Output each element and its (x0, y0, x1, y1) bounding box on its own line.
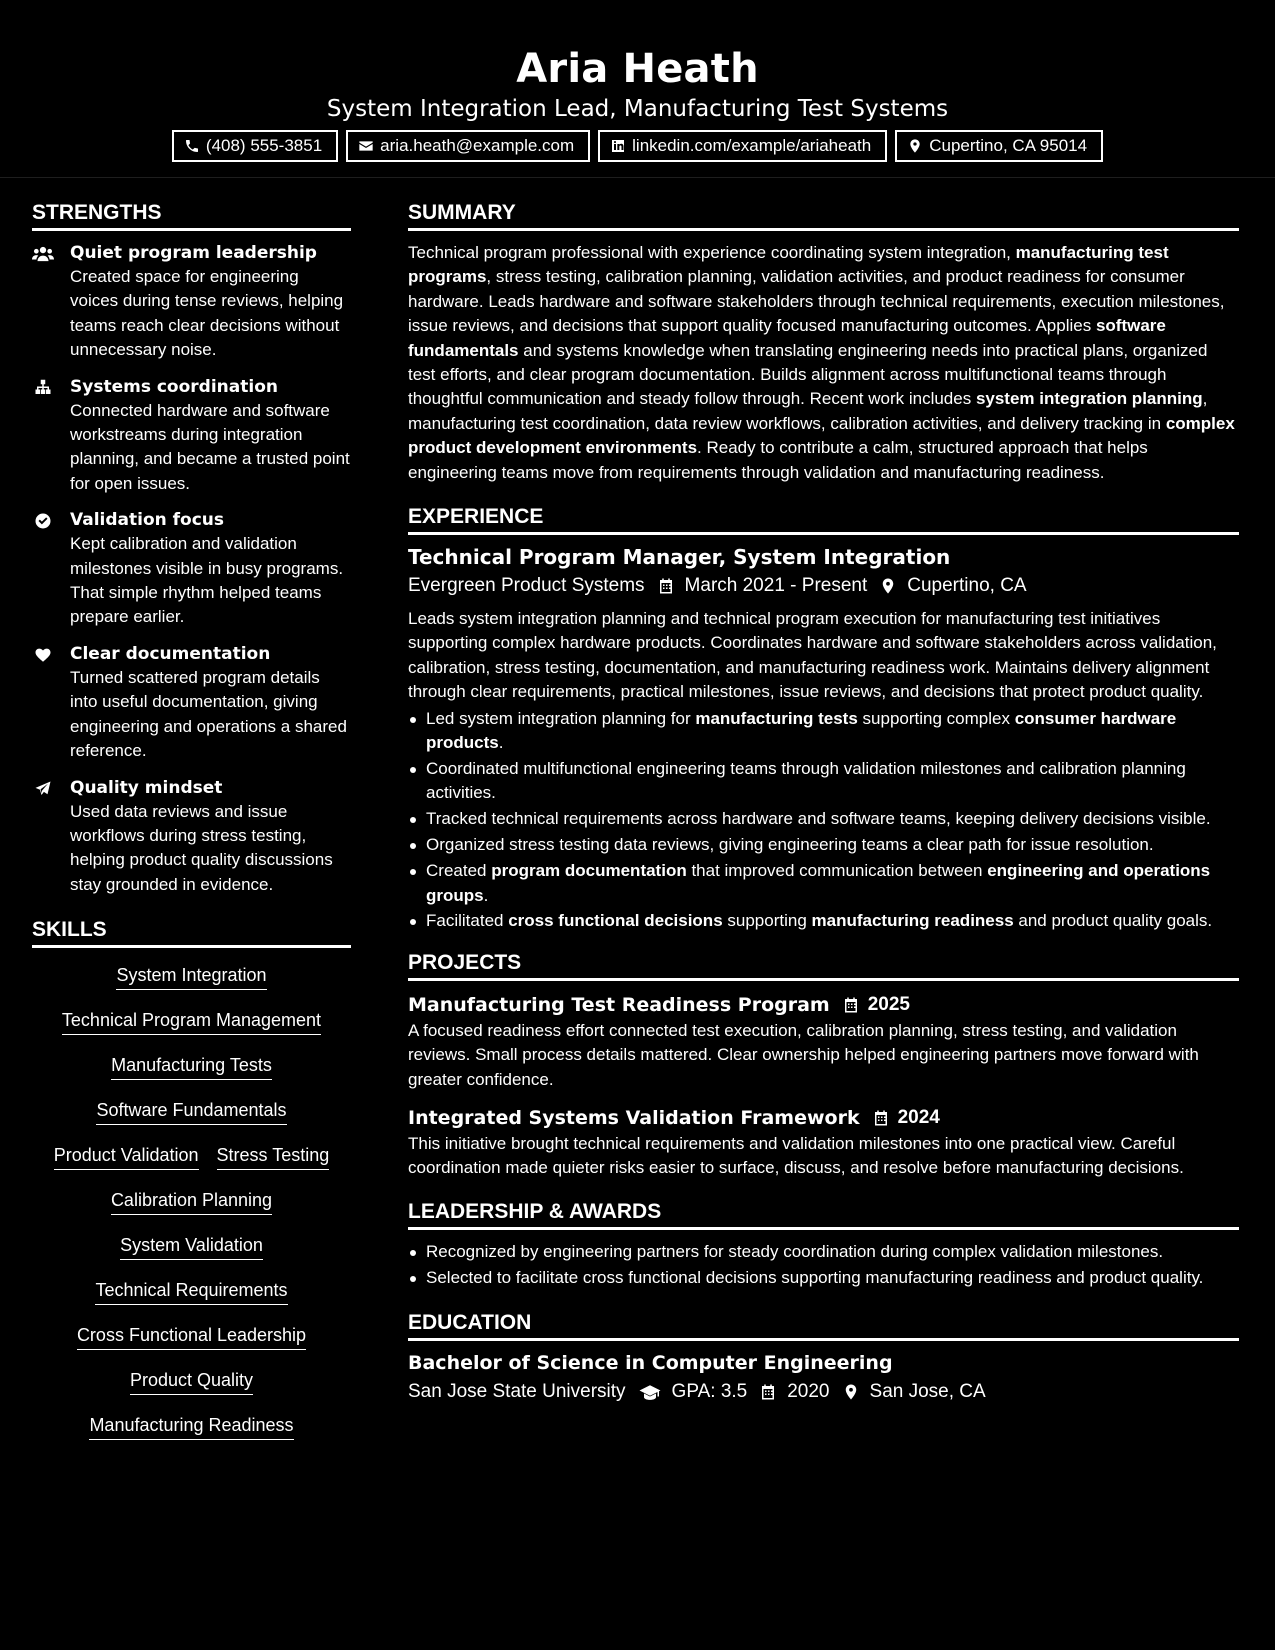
paper-plane-icon (32, 780, 54, 798)
project-item (408, 1104, 1239, 1181)
left-column (32, 198, 351, 1457)
strength-item (32, 642, 351, 764)
calendar-icon (842, 996, 860, 1014)
phone-icon (184, 138, 200, 154)
skill-tag: Cross Functional Leadership (77, 1322, 306, 1350)
strength-title: Quality mindset (70, 777, 223, 798)
graduation-cap-icon (638, 1383, 662, 1401)
strength-item (32, 508, 351, 630)
list-item: Selected to facilitate cross functional decisions supporting manufacturing readiness and product quality. (408, 1266, 1239, 1290)
summary-section (408, 198, 1239, 485)
experience-heading: EXPERIENCE (408, 502, 1239, 535)
skill-tag: Manufacturing Readiness (89, 1412, 293, 1440)
job-location: Cupertino, CA (907, 575, 1027, 597)
list-item: Led system integration planning for manufacturing tests supporting complex consumer hardware products. (408, 707, 1239, 756)
strength-description: Turned scattered program details into useful documentation, giving engineering and operations a shared reference. (70, 667, 347, 761)
project-title-row (408, 991, 1239, 1019)
leadership-bullets (408, 1240, 1239, 1290)
skills-section (32, 915, 351, 1457)
contact-email[interactable] (346, 130, 590, 162)
sitemap-icon (32, 379, 54, 397)
project-title-row (408, 1104, 1239, 1132)
graduation-year: 2020 (787, 1381, 830, 1403)
list-item: Organized stress testing data reviews, giving engineering teams a clear path for issue resolution. (408, 833, 1239, 857)
map-pin-icon (907, 138, 923, 154)
project-item (408, 991, 1239, 1092)
contact-bar (0, 130, 1275, 162)
project-description: This initiative brought technical requirements and validation milestones into one practical view. Careful coordination made quieter risks easier to surface, discuss, and resolve before manufacturing decisions. (408, 1134, 1184, 1178)
skill-tag: Stress Testing (217, 1142, 330, 1170)
strength-item (32, 375, 351, 497)
education-location: San Jose, CA (869, 1381, 986, 1403)
strength-description: Created space for engineering voices during tense reviews, helping teams reach clear decisions without unnecessary noise. (70, 267, 344, 360)
degree-title: Bachelor of Science in Computer Engineering (408, 1352, 893, 1375)
contact-location-text: Cupertino, CA 95014 (929, 136, 1088, 155)
leadership-section (408, 1197, 1239, 1290)
project-name: Integrated Systems Validation Framework (408, 1107, 860, 1130)
job-meta (408, 571, 1239, 601)
calendar-icon (872, 1109, 890, 1127)
strength-description: Used data reviews and issue workflows during stress testing, helping product quality discussions stay grounded in evidence. (70, 801, 333, 894)
linkedin-icon (610, 138, 626, 154)
job-dates: March 2021 - Present (684, 575, 868, 597)
skill-tag: Technical Requirements (95, 1277, 287, 1305)
right-column (408, 198, 1239, 1413)
candidate-name: Aria Heath (516, 46, 759, 92)
skill-tag: Product Quality (130, 1367, 253, 1395)
summary-heading: SUMMARY (408, 198, 1239, 231)
project-name: Manufacturing Test Readiness Program (408, 993, 830, 1016)
skill-tag: Software Fundamentals (96, 1097, 286, 1125)
project-year: 2025 (867, 993, 911, 1015)
project-year: 2024 (897, 1107, 940, 1129)
list-item: Recognized by engineering partners for steady coordination during complex validation milestones. (408, 1240, 1239, 1264)
gpa: GPA: 3.5 (671, 1381, 748, 1403)
strength-title: Quiet program leadership (70, 243, 317, 263)
education-heading: EDUCATION (408, 1308, 1239, 1341)
strength-title: Clear documentation (70, 643, 271, 664)
check-circle-icon (32, 512, 54, 530)
heart-icon (32, 646, 54, 664)
summary-text: Technical program professional with experience coordinating system integration, manufacturing test programs, stress testing, calibration planning, validation activities, and product readiness for consumer hardware. Leads hardware and software stakeholders through technical requirements, execution milestones, issue reviews, and decisions that support quality focused manufacturing outcomes. Applies software fundamentals and systems knowledge when translating engineering needs into practical plans, organized test efforts, and clear program documentation. Builds alignment across multifunctional teams through thoughtful communication and steady follow through. Recent work includes system integration planning, manufacturing test coordination, data review workflows, calibration activities, and delivery tracking in complex product development environments. Ready to contribute a calm, structured approach that helps engineering teams move from requirements through validation and manufacturing readiness. (408, 243, 1235, 482)
job-description: Leads system integration planning and technical program execution for manufacturing test initiatives supporting complex hardware products. Coordinates hardware and software stakeholders across validation, calibration, stress testing, documentation, and manufacturing readiness work. Maintains delivery alignment through clear requirements, practical milestones, issue reviews, and decisions that protect product quality. (408, 609, 1217, 702)
list-item: Facilitated cross functional decisions supporting manufacturing readiness and product quality goals. (408, 909, 1239, 933)
school-name: San Jose State University (408, 1381, 626, 1403)
projects-section (408, 948, 1239, 1181)
education-section (408, 1308, 1239, 1407)
map-pin-icon (879, 577, 897, 595)
company-name: Evergreen Product Systems (408, 575, 645, 597)
contact-linkedin-text: linkedin.com/example/ariaheath (632, 136, 872, 155)
strengths-heading: STRENGTHS (32, 198, 351, 231)
education-meta (408, 1377, 1239, 1407)
skill-tag: Product Validation (54, 1142, 199, 1170)
contact-phone[interactable] (172, 130, 338, 162)
skill-tag: System Integration (116, 962, 266, 990)
list-item: Tracked technical requirements across hardware and software teams, keeping delivery decisions visible. (408, 807, 1239, 831)
strengths-section (32, 198, 351, 897)
job-bullets (408, 707, 1239, 934)
strength-item (32, 776, 351, 898)
calendar-icon (657, 577, 675, 595)
projects-heading: PROJECTS (408, 948, 1239, 981)
resume-header (0, 0, 1275, 178)
skill-tag: Technical Program Management (62, 1007, 321, 1035)
contact-linkedin[interactable] (598, 130, 887, 162)
envelope-icon (358, 138, 374, 154)
strength-title: Systems coordination (70, 376, 278, 397)
skills-list (32, 958, 351, 1457)
calendar-icon (759, 1383, 777, 1401)
strength-item (32, 241, 351, 363)
candidate-headline: System Integration Lead, Manufacturing Test Systems (326, 96, 949, 122)
experience-section (408, 502, 1239, 934)
list-item: Created program documentation that improved communication between engineering and operations groups. (408, 859, 1239, 908)
contact-email-text: aria.heath@example.com (380, 136, 575, 155)
skills-heading: SKILLS (32, 915, 351, 948)
job-title: Technical Program Manager, System Integration (408, 545, 951, 570)
leadership-heading: LEADERSHIP & AWARDS (408, 1197, 1239, 1230)
strength-description: Kept calibration and validation milestones visible in busy programs. That simple rhythm helped teams prepare earlier. (70, 534, 344, 627)
map-pin-icon (842, 1383, 860, 1401)
strength-title: Validation focus (70, 510, 225, 531)
skill-tag: Manufacturing Tests (111, 1052, 272, 1080)
project-description: A focused readiness effort connected test execution, calibration planning, stress testing, and validation reviews. Small process details mattered. Clear ownership helped engineering partners move forward with greater confidence. (408, 1020, 1199, 1089)
skill-tag: Calibration Planning (111, 1187, 272, 1215)
contact-phone-text: (408) 555-3851 (205, 136, 323, 155)
users-icon (32, 245, 54, 263)
list-item: Coordinated multifunctional engineering teams through validation milestones and calibration planning activities. (408, 757, 1239, 806)
skill-tag: System Validation (120, 1232, 263, 1260)
strength-description: Connected hardware and software workstreams during integration planning, and became a trusted point for open issues. (70, 400, 350, 493)
contact-location[interactable] (895, 130, 1103, 162)
